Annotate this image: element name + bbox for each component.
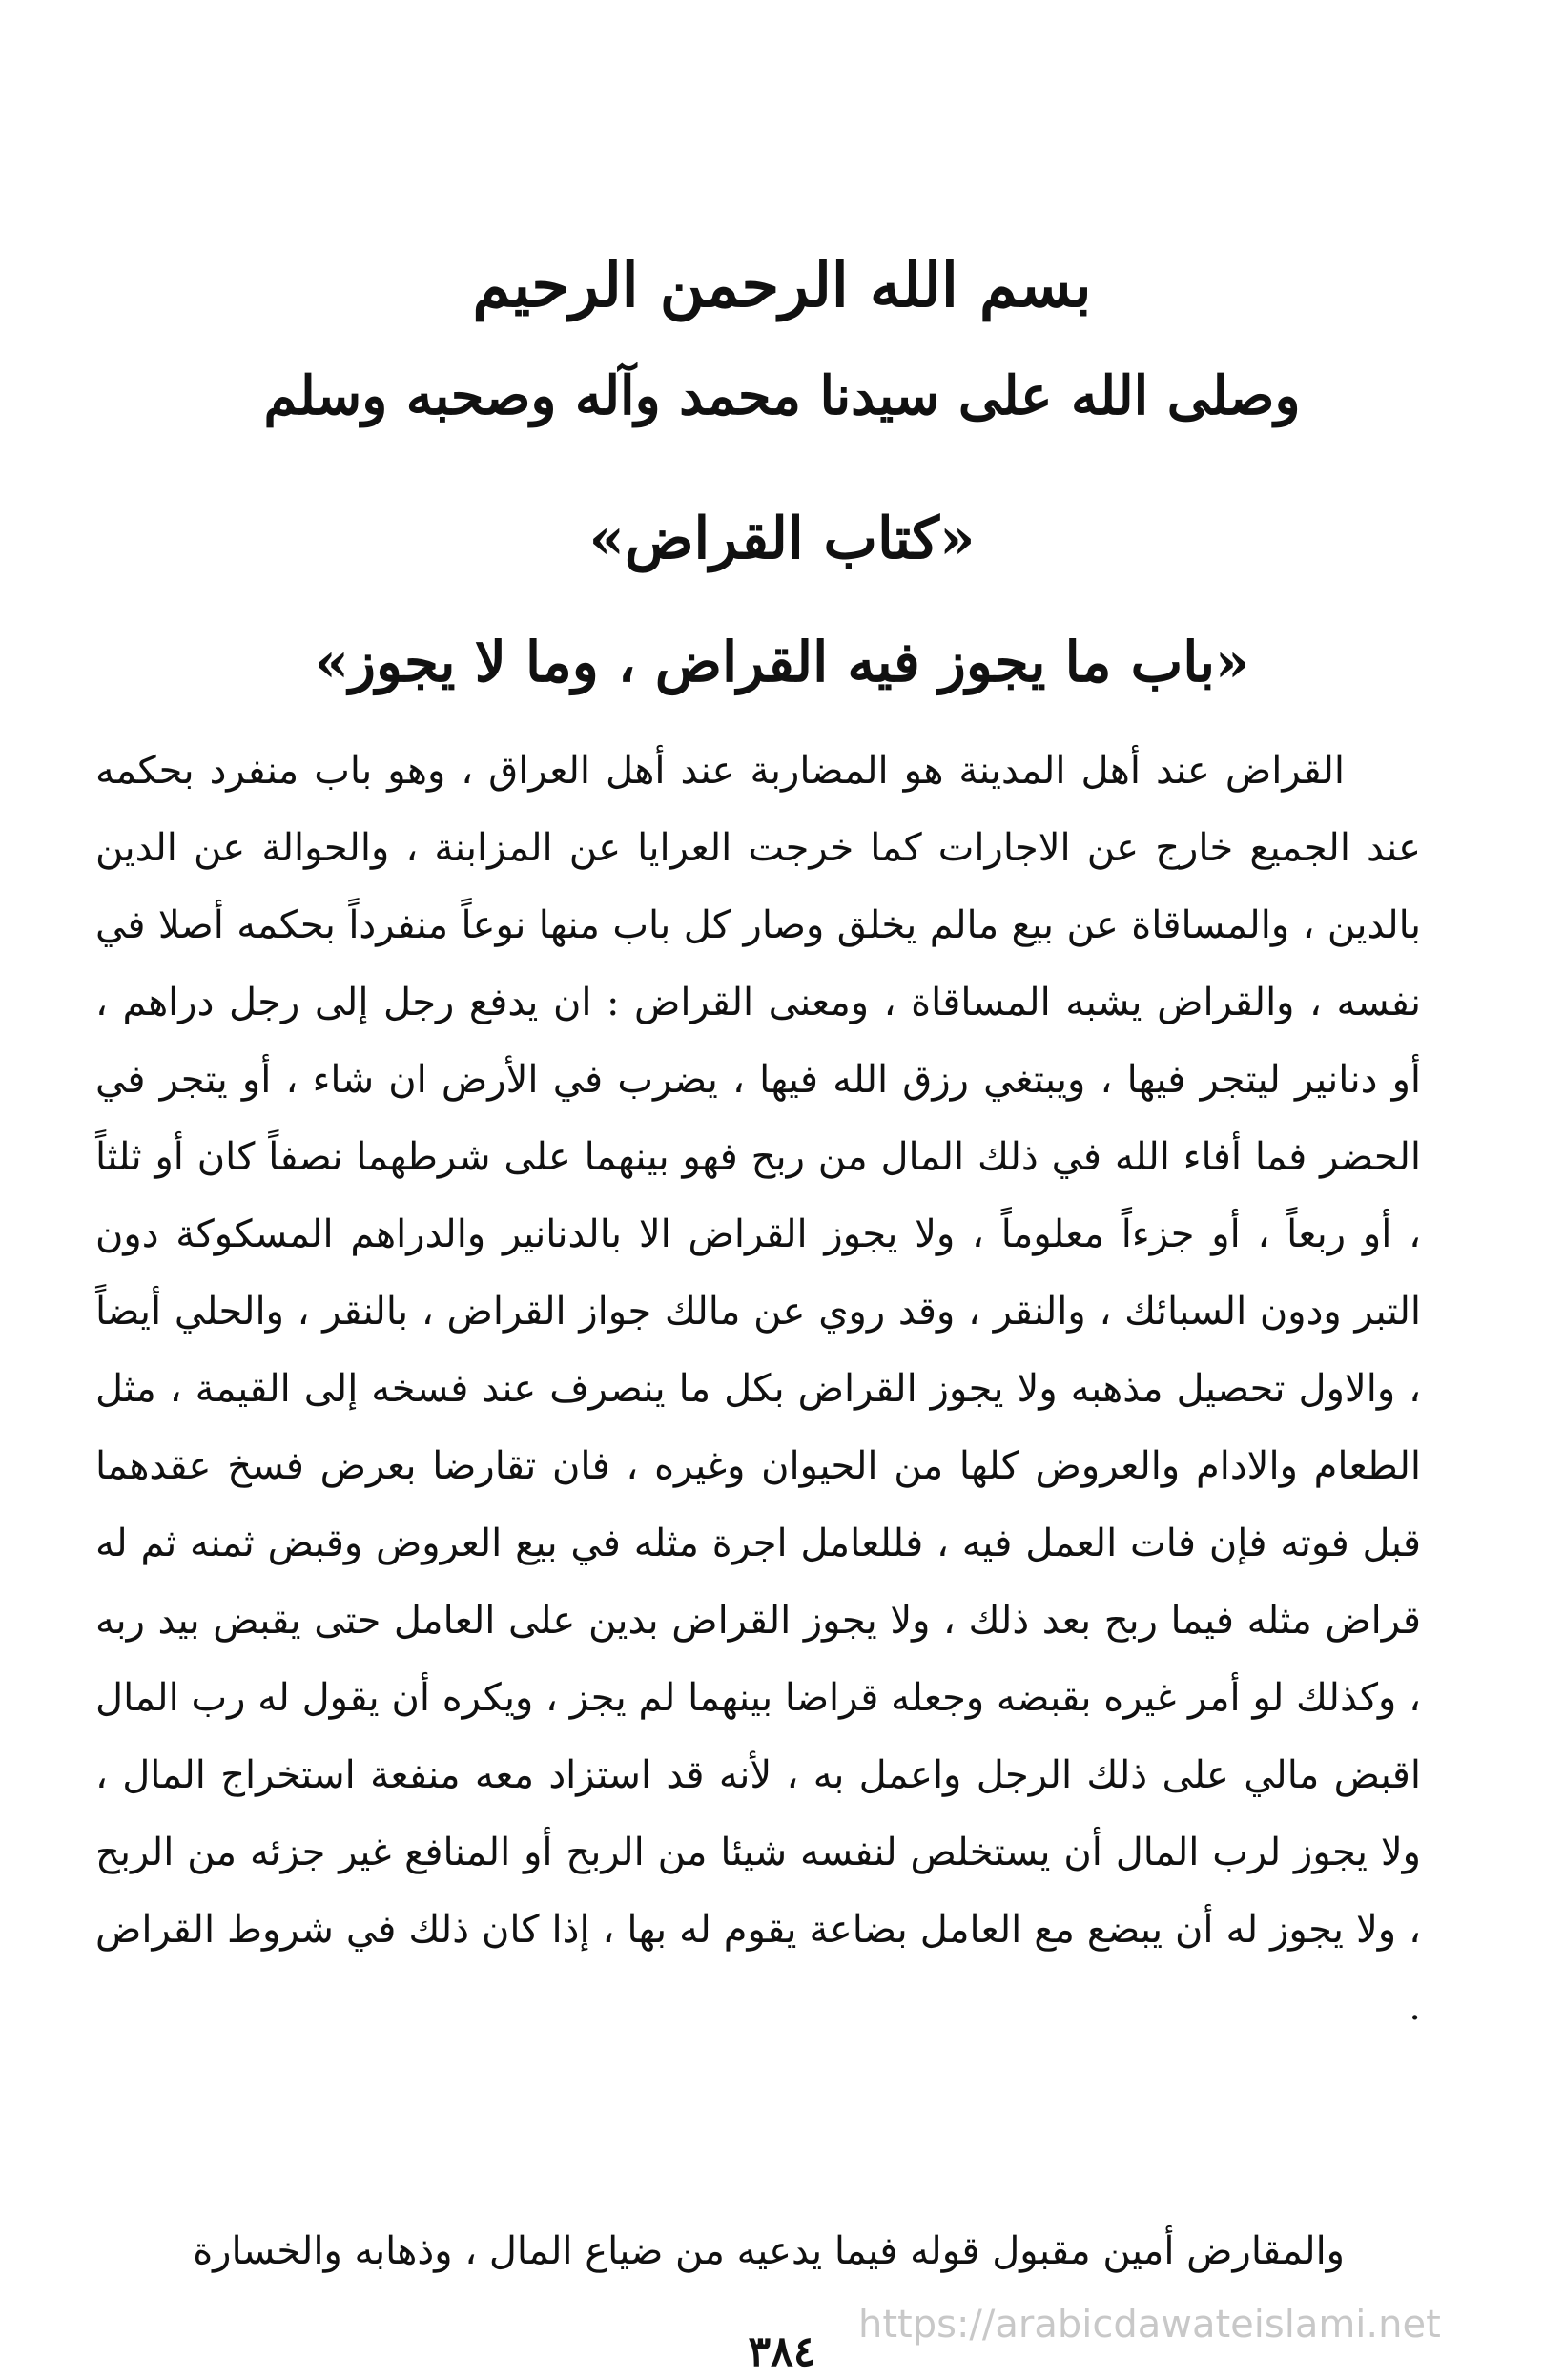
basmala-heading: بسم الله الرحمن الرحيم bbox=[472, 250, 1092, 321]
paragraph-2: والمقارض أمين مقبول قوله فيما يدعيه من ضياع المال ، وذهابه والخسارة bbox=[193, 2229, 1345, 2273]
watermark-url: https://arabicdawateislami.net bbox=[858, 2303, 1441, 2347]
book-title: «كتاب القراض» bbox=[588, 506, 976, 572]
page-number: ٣٨٤ bbox=[748, 2328, 816, 2376]
body-text bbox=[95, 733, 1421, 2046]
chapter-title: «باب ما يجوز فيه القراض ، وما لا يجوز» bbox=[314, 630, 1250, 694]
salawat-heading: وصلى الله على سيدنا محمد وآله وصحبه وسلم bbox=[263, 364, 1301, 427]
paragraph-1: القراض عند أهل المدينة هو المضاربة عند أهل العراق ، وهو باب منفرد بحكمه عند الجميع خارج عن الاجارات كما خرجت العرايا عن المزابنة ، والحوالة عن الدين بالدين ، والمساقاة عن بيع مالم يخلق وصار كل باب منها نوعاً منفرداً بحكمه أصلا في نفسه ، والقراض يشبه المساقاة ، ومعنى القراض : ان يدفع رجل إلى رجل دراهم ، أو دنانير ليتجر فيها ، ويبتغي رزق الله فيها ، يضرب في الأرض ان شاء ، أو يتجر في الحضر فما أفاء الله في ذلك المال من ربح فهو بينهما على شرطهما نصفاً كان أو ثلثاً ، أو ربعاً ، أو جزءاً معلوماً ، ولا يجوز القراض الا بالدنانير والدراهم المسكوكة دون التبر ودون السبائك ، والنقر ، وقد روي عن مالك جواز القراض ، بالنقر ، والحلي أيضاً ، والاول تحصيل مذهبه ولا يجوز القراض بكل ما ينصرف عند فسخه إلى القيمة ، مثل الطعام والادام والعروض كلها من الحيوان وغيره ، فان تقارضا بعرض فسخ عقدهما قبل فوته فإن فات العمل فيه ، فللعامل اجرة مثله في بيع العروض وقبض ثمنه ثم له قراض مثله فيما ربح بعد ذلك ، ولا يجوز القراض بدين على العامل حتى يقبض بيد ربه ، وكذلك لو أمر غيره بقبضه وجعله قراضا بينهما لم يجز ، ويكره أن يقول له رب المال اقبض مالي على ذلك الرجل واعمل به ، لأنه قد استزاد معه منفعة استخراج المال ، ولا يجوز لرب المال أن يستخلص لنفسه شيئا من الربح أو المنافع غير جزئه من الربح ، ولا يجوز له أن يبضع مع العامل بضاعة يقوم له بها ، إذا كان ذلك في شروط القراض . bbox=[95, 749, 1422, 2029]
